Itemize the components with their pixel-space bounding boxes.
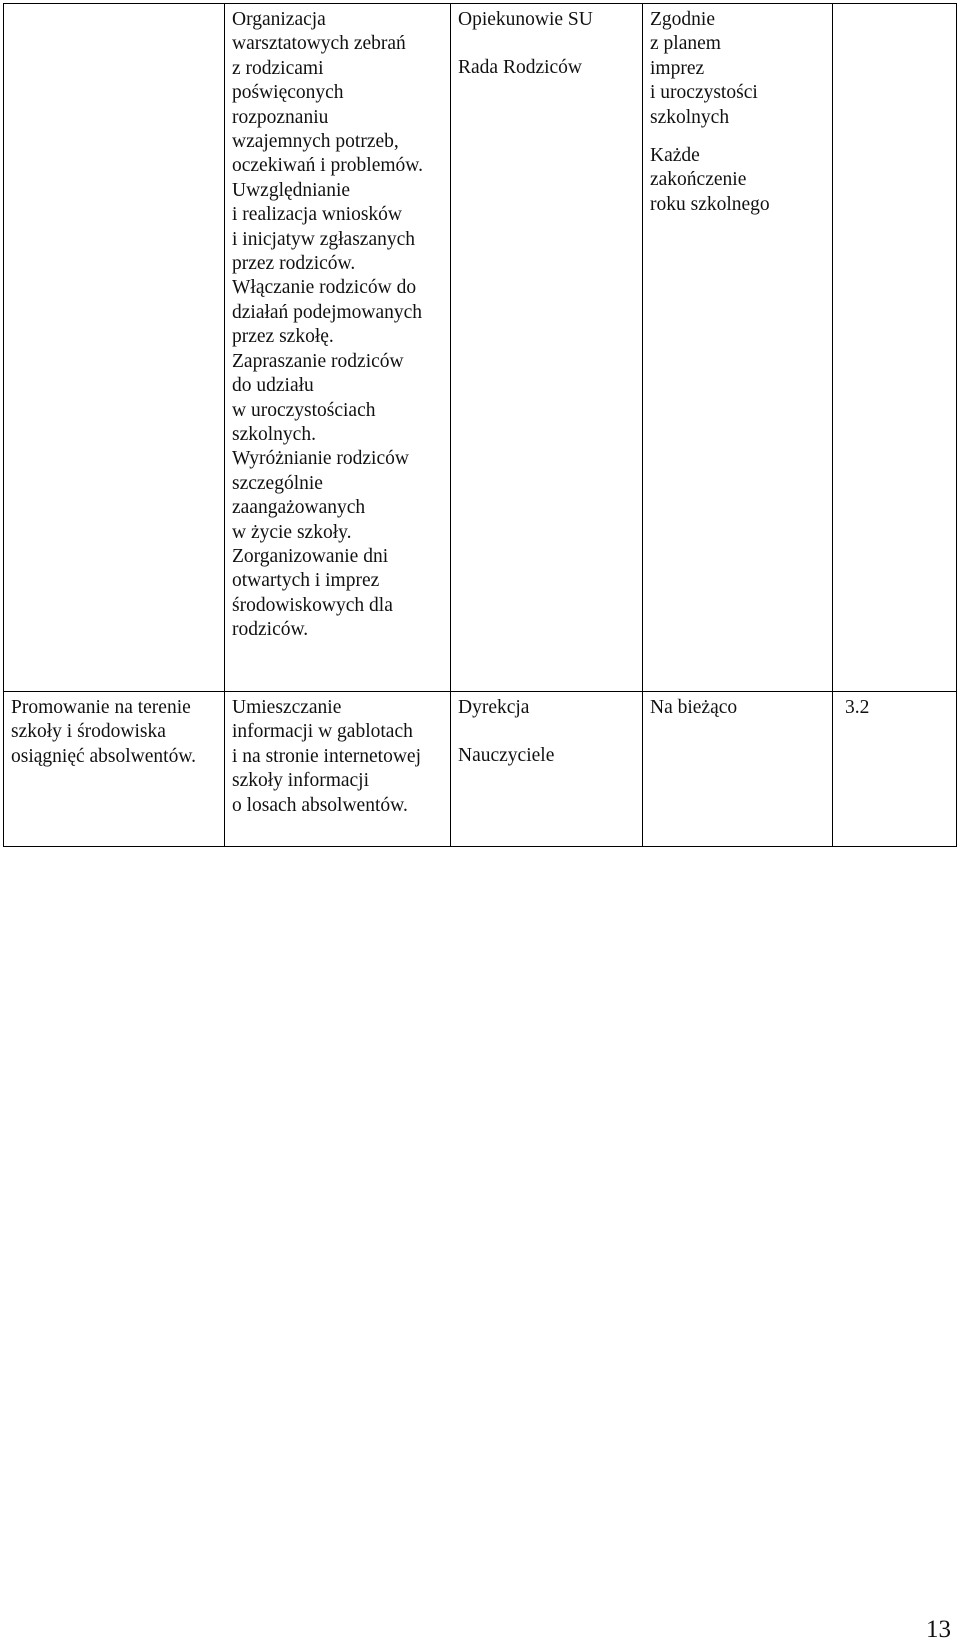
table-row: [4, 4, 957, 692]
task-cell: [4, 4, 225, 692]
reference-cell: 3.2: [833, 692, 957, 847]
deadline-entry: Każde zakończenie roku szkolnego: [650, 145, 770, 215]
task-cell: Promowanie na terenie szkoły i środowiska osiągnięć absolwentów.: [4, 692, 225, 847]
methods-cell: Umieszczanie informacji w gablotach i na stronie internetowej szkoły informacji o losach absolwentów.: [225, 692, 451, 847]
deadline-entry: Na bieżąco: [650, 697, 738, 718]
responsible-entry: Opiekunowie SU: [458, 9, 593, 30]
methods-cell: Organizacja warsztatowych zebrań z rodzicami poświęconych rozpoznaniu wzajemnych potrzeb, oczekiwań i problemów. Uwzględnianie i realizacja wniosków i inicjatyw zgłaszanych przez rodziców. Włączanie rodziców do działań podejmowanych przez szkołę. Zapraszanie rodziców do udziału w uroczystościach szkolnych. Wyróżnianie rodziców szczególnie zaangażowanych w życie szkoły. Zorganizowanie dni otwartych i imprez środowiskowych dla rodziców.: [225, 4, 451, 692]
deadline-cell: [643, 4, 833, 692]
responsible-entry: Nauczyciele: [458, 745, 555, 767]
table-row: [4, 692, 957, 847]
responsible-cell: [451, 4, 643, 692]
deadline-entry: Zgodnie z planem imprez i uroczystości szkolnych: [650, 9, 758, 128]
page-number: 13: [926, 1616, 951, 1643]
plan-table: [3, 3, 957, 847]
responsible-entry: Rada Rodziców: [458, 57, 583, 79]
reference-cell: [833, 4, 957, 692]
responsible-entry: Dyrekcja: [458, 697, 530, 718]
deadline-cell: [643, 692, 833, 847]
responsible-cell: [451, 692, 643, 847]
